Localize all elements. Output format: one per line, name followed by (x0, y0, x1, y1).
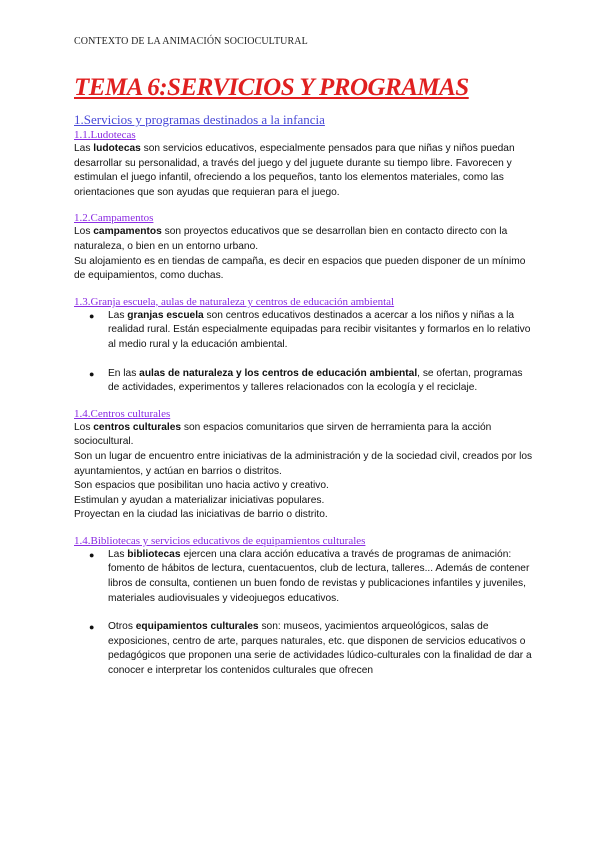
paragraph-line: Son espacios que posibilitan uno hacia activo y creativo. (74, 480, 329, 492)
paragraph-campamentos: Los campamentos son proyectos educativos que se desarrollan bien en contacto directo con la naturaleza, o bien en un entorno urbano. (74, 226, 508, 252)
paragraph-campamentos-2: Su alojamiento es en tiendas de campaña, es decir en espacios que pueden disponer de un mínimo de equipamientos, como duchas. (74, 255, 526, 282)
paragraph-centros-culturales: Los centros culturales son espacios comunitarios que sirven de herramienta para la acción sociocultural. (74, 421, 492, 448)
bullet-icon: ● (89, 549, 95, 560)
paragraph-ludotecas: Las ludotecas son servicios educativos, especialmente pensados para que niñas y niños puedan desarrollar su personalidad, a través del juego y del juguete durante su tiempo libre. Favorecen y estimulan el juego infantil, ofreciendo a los pequeños, tanto los elementos materiales, como las orientaciones que son ayudas que requieran para el juego. (74, 143, 515, 198)
page-title: TEMA 6:SERVICIOS Y PROGRAMAS (74, 74, 469, 101)
list-item: ● Las granjas escuela son centros educativos destinados a acercar a los niños y niñas a la realidad rural. Están especialmente equipadas para recibir visitantes y formarlos en lo relativo al medio rural y la educación ambiental. (89, 309, 531, 350)
list-item: ● En las aulas de naturaleza y los centros de educación ambiental, se ofertan, programas de actividades, experimentos y talleres relacionados con la ecología y el reciclaje. (89, 367, 523, 394)
running-header: CONTEXTO DE LA ANIMACIÓN SOCIOCULTURAL (74, 36, 308, 47)
bullet-list-bibliotecas (74, 548, 534, 679)
subsection-heading-centros-culturales: 1.4.Centros culturales (74, 407, 171, 420)
document-body (74, 112, 534, 679)
subsection-heading-campamentos: 1.2.Campamentos (74, 212, 154, 225)
list-item: ● Otros equipamientos culturales son: museos, yacimientos arqueológicos, salas de exposiciones, centro de arte, parques naturales, etc. que disponen de servicios educativos o pedagógicos que proponen una serie de actividades lúdico-culturales con la finalidad de dar a conocer e interpretar los contenidos culturales que ofrecen (89, 621, 532, 677)
subsection-heading-ludotecas: 1.1.Ludotecas (74, 129, 136, 141)
bullet-icon: ● (89, 622, 95, 633)
section-heading-1: 1.Servicios y programas destinados a la infancia (74, 112, 325, 127)
paragraph-line: Son un lugar de encuentro entre iniciativas de la administración y de la sociedad civil, creados por los ayuntamientos, y actúan en barrios o distritos. (74, 450, 533, 477)
list-item: ● Las bibliotecas ejercen una clara acción educativa a través de programas de animación: fomento de hábitos de lectura, cuentacuentos, club de lectura, talleres... Además de contener libros de consulta, contienen un buen fondo de revistas y publicaciones infantiles y juveniles, materiales audiovisuales y videojuegos educativos. (89, 548, 530, 604)
subsection-heading-granja-escuela: 1.3.Granja escuela, aulas de naturaleza y centros de educación ambiental (74, 295, 395, 308)
subsection-heading-bibliotecas: 1.4.Bibliotecas y servicios educativos de equipamientos culturales (74, 534, 366, 547)
bullet-icon: ● (89, 368, 95, 379)
paragraph-line: Estimulan y ayudan a materializar iniciativas populares. (74, 494, 325, 506)
bullet-list-granja (74, 309, 534, 396)
bullet-icon: ● (89, 310, 95, 321)
paragraph-line: Proyectan en la ciudad las iniciativas de barrio o distrito. (74, 509, 328, 521)
